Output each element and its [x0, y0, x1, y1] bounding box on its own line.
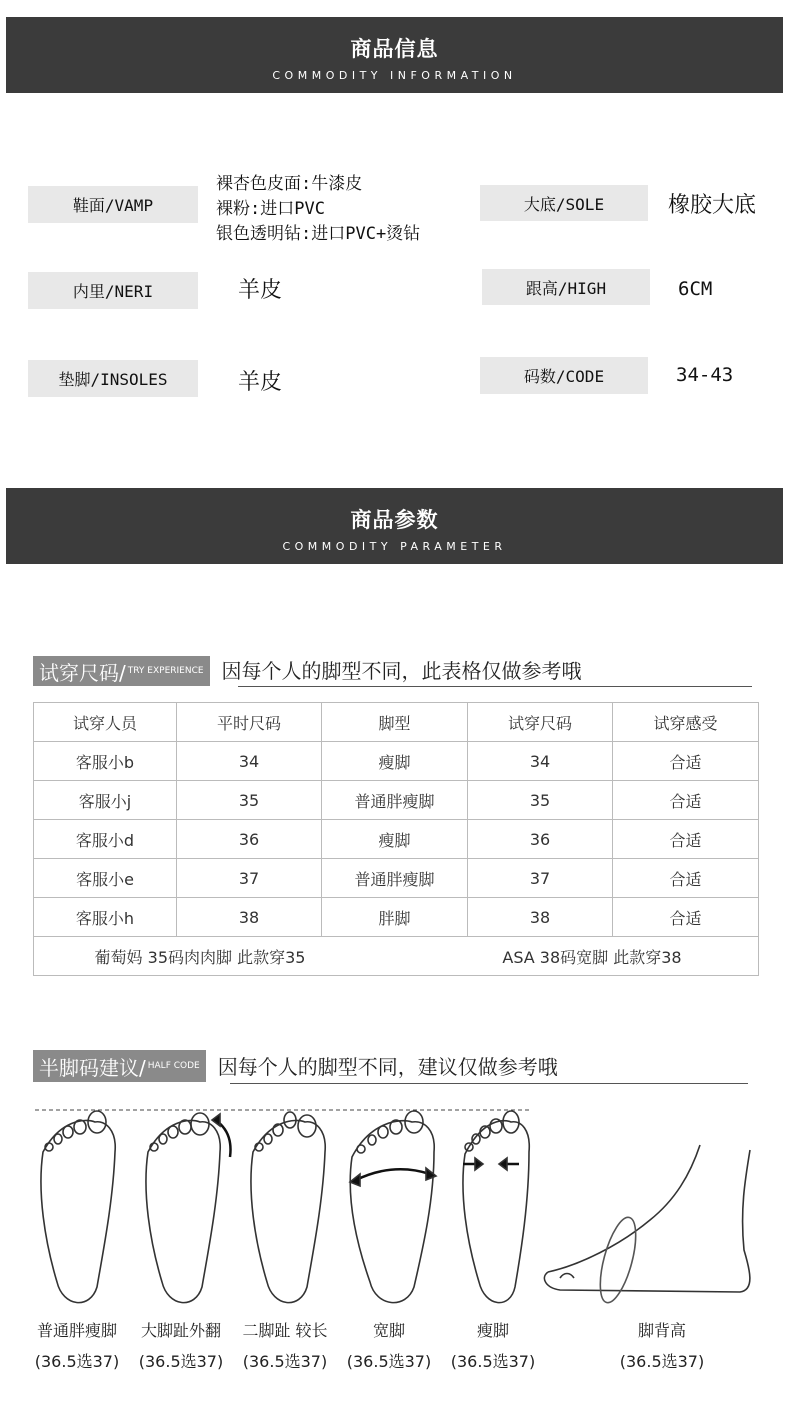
table-cell: 客服小j	[34, 781, 177, 820]
table-footer-row	[34, 937, 759, 976]
foot-name: 二脚趾 较长	[242, 1321, 328, 1340]
table-header-row	[34, 703, 759, 742]
info-banner	[6, 17, 783, 93]
table-cell: 客服小d	[34, 820, 177, 859]
param-banner	[6, 488, 783, 564]
try-section-title	[33, 655, 582, 686]
table-cell: 合适	[613, 820, 759, 859]
foot-caption	[337, 1318, 441, 1372]
try-section-underline	[238, 686, 752, 687]
table-cell: 37	[177, 859, 322, 898]
foot-long-second-toe-icon	[251, 1112, 325, 1303]
foot-caption	[233, 1318, 337, 1372]
foot-advice: (36.5选37)	[138, 1352, 224, 1371]
table-header: 试穿感受	[613, 703, 759, 742]
table-cell: 客服小b	[34, 742, 177, 781]
foot-caption	[610, 1318, 714, 1372]
table-cell: 普通胖瘦脚	[322, 859, 468, 898]
lining-value: 羊皮	[238, 278, 283, 303]
param-banner-subtitle: COMMODITY PARAMETER	[282, 540, 507, 553]
lining-label: 内里/NERI	[28, 272, 198, 309]
table-row	[34, 742, 759, 781]
table-footer	[34, 937, 759, 976]
try-section-tag	[33, 656, 210, 686]
vamp-values	[216, 172, 420, 247]
foot-high-instep-icon	[544, 1145, 750, 1306]
table-cell: 普通胖瘦脚	[322, 781, 468, 820]
table-cell: 36	[177, 820, 322, 859]
footer-left: 葡萄妈 35码肉肉脚 此款穿35	[94, 947, 306, 967]
half-section-tag	[33, 1050, 206, 1082]
foot-advice: (36.5选37)	[242, 1352, 328, 1371]
info-banner-title: 商品信息	[350, 37, 439, 61]
table-cell: 38	[177, 898, 322, 937]
foot-name: 大脚趾外翻	[140, 1321, 221, 1340]
table-cell: 36	[468, 820, 613, 859]
table-header: 试穿尺码	[468, 703, 613, 742]
table-cell: 35	[177, 781, 322, 820]
try-tag-big: 试穿尺码/	[39, 660, 126, 685]
heel-label: 跟高/HIGH	[482, 269, 650, 305]
insole-label: 垫脚/INSOLES	[28, 360, 198, 397]
foot-name: 脚背高	[637, 1321, 686, 1340]
info-banner-subtitle: COMMODITY INFORMATION	[272, 69, 517, 82]
foot-caption	[25, 1318, 129, 1372]
table-row	[34, 820, 759, 859]
sole-label: 大底/SOLE	[480, 185, 648, 221]
footer-right: ASA 38码宽脚 此款穿38	[502, 947, 682, 967]
foot-bunion-icon	[146, 1113, 231, 1303]
table-cell: 瘦脚	[322, 742, 468, 781]
foot-name: 瘦脚	[476, 1321, 509, 1340]
try-section-note: 因每个人的脚型不同，此表格仅做参考哦	[221, 659, 582, 683]
table-cell: 34	[177, 742, 322, 781]
try-table	[33, 702, 759, 976]
foot-normal-icon	[41, 1111, 115, 1303]
table-cell: 38	[468, 898, 613, 937]
table-header: 脚型	[322, 703, 468, 742]
table-cell: 合适	[613, 898, 759, 937]
table-row	[34, 898, 759, 937]
half-section-note: 因每个人的脚型不同，建议仅做参考哦	[217, 1055, 558, 1079]
table-cell: 客服小e	[34, 859, 177, 898]
table-cell: 合适	[613, 859, 759, 898]
table-cell: 37	[468, 859, 613, 898]
insole-value: 羊皮	[238, 370, 283, 395]
half-tag-big: 半脚码建议/	[39, 1055, 146, 1080]
foot-advice: (36.5选37)	[619, 1352, 705, 1371]
table-cell: 瘦脚	[322, 820, 468, 859]
size-value: 34-43	[676, 364, 734, 386]
half-section-title	[33, 1050, 558, 1082]
foot-caption	[129, 1318, 233, 1372]
foot-advice: (36.5选37)	[346, 1352, 432, 1371]
foot-name: 宽脚	[372, 1321, 405, 1340]
foot-advice: (36.5选37)	[450, 1352, 536, 1371]
size-label: 码数/CODE	[480, 357, 648, 394]
param-banner-title: 商品参数	[350, 508, 439, 532]
vamp-label: 鞋面/VAMP	[28, 186, 198, 223]
table-row	[34, 781, 759, 820]
foot-name: 普通胖瘦脚	[36, 1321, 117, 1340]
table-header: 平时尺码	[177, 703, 322, 742]
foot-wide-icon	[350, 1111, 436, 1303]
vamp-line: 银色透明钻:进口PVC+烫钻	[216, 224, 421, 244]
foot-caption	[441, 1318, 545, 1372]
table-cell: 客服小h	[34, 898, 177, 937]
table-cell: 35	[468, 781, 613, 820]
table-header: 试穿人员	[34, 703, 177, 742]
table-cell: 合适	[613, 742, 759, 781]
table-cell: 合适	[613, 781, 759, 820]
heel-value: 6CM	[678, 278, 713, 300]
half-section-underline	[230, 1083, 748, 1084]
table-cell: 胖脚	[322, 898, 468, 937]
try-tag-small: TRY EXPERIENCE	[127, 666, 204, 676]
feet-illustration	[0, 1100, 790, 1310]
foot-advice: (36.5选37)	[34, 1352, 120, 1371]
half-tag-small: HALF CODE	[147, 1061, 200, 1071]
vamp-line: 裸杏色皮面:牛漆皮	[216, 174, 363, 194]
table-row	[34, 859, 759, 898]
sole-value: 橡胶大底	[668, 193, 757, 218]
vamp-line: 裸粉:进口PVC	[216, 199, 325, 219]
table-cell: 34	[468, 742, 613, 781]
foot-slim-icon	[463, 1111, 529, 1303]
